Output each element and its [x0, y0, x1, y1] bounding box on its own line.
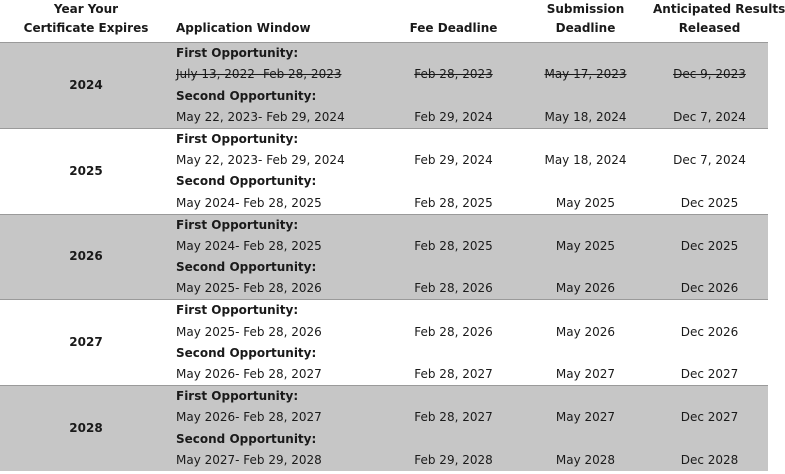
header-submission-deadline: Submission Deadline [546, 2, 625, 35]
fee-deadline: Feb 29, 2028 [387, 450, 520, 471]
fee-deadline: Feb 29, 2024 [387, 107, 520, 129]
submission-deadline: May 18, 2024 [520, 107, 651, 129]
application-window: May 2025- Feb 28, 2026 [176, 324, 322, 339]
fee-deadline: Feb 29, 2024 [414, 152, 493, 167]
header-application-window: Application Window [176, 21, 311, 35]
application-window: May 2025- Feb 28, 2026 [172, 278, 387, 300]
year-cell-2024: 2024 [0, 43, 172, 129]
results-released: Dec 2025 [680, 195, 739, 210]
second-opportunity-label: Second Opportunity: [172, 85, 387, 106]
first-opportunity-label: First Opportunity: [172, 43, 387, 65]
second-opportunity-label: Second Opportunity: [176, 174, 317, 189]
results-released: Dec 2026 [680, 324, 739, 339]
application-window: May 2027- Feb 29, 2028 [172, 450, 387, 471]
submission-deadline: May 17, 2023 [520, 64, 651, 85]
header-year: Year Your Certificate Expires [23, 2, 149, 35]
results-released: Dec 9, 2023 [651, 64, 768, 85]
submission-deadline: May 2025 [520, 236, 651, 257]
first-opportunity-label: First Opportunity: [172, 300, 387, 322]
results-released: Dec 2027 [651, 407, 768, 428]
application-window: July 13, 2022- Feb 28, 2023 [172, 64, 387, 85]
submission-deadline: May 2026 [555, 324, 616, 339]
application-window: May 2026- Feb 28, 2027 [172, 407, 387, 428]
table-row [0, 128, 768, 150]
fee-deadline: Feb 28, 2026 [387, 278, 520, 300]
table-row [0, 386, 768, 408]
fee-deadline: Feb 28, 2027 [387, 407, 520, 428]
submission-deadline: May 2027 [520, 407, 651, 428]
results-released: Dec 2027 [680, 367, 739, 382]
fee-deadline: Feb 28, 2023 [387, 64, 520, 85]
second-opportunity-label: Second Opportunity: [172, 257, 387, 278]
results-released: Dec 2026 [651, 278, 768, 300]
results-released: Dec 7, 2024 [651, 107, 768, 129]
fee-deadline: Feb 28, 2027 [414, 367, 493, 382]
submission-deadline: May 2025 [555, 195, 616, 210]
fee-deadline: Feb 28, 2025 [414, 195, 493, 210]
header-results-released: Anticipated Results Released [653, 2, 785, 35]
header-row [0, 0, 768, 43]
table-row [0, 300, 768, 322]
results-released: Dec 2025 [651, 236, 768, 257]
table-row [0, 43, 768, 65]
header-fee-deadline: Fee Deadline [409, 21, 498, 35]
results-released: Dec 2028 [651, 450, 768, 471]
submission-deadline: May 2026 [520, 278, 651, 300]
application-window: May 22, 2023- Feb 29, 2024 [176, 152, 345, 167]
year-cell-2026: 2026 [0, 214, 172, 300]
results-released: Dec 7, 2024 [673, 152, 746, 167]
application-window: May 2024- Feb 28, 2025 [176, 195, 322, 210]
first-opportunity-label: First Opportunity: [172, 386, 387, 408]
table-row [0, 214, 768, 236]
year-cell-2027: 2027 [0, 300, 172, 386]
submission-deadline: May 2027 [555, 367, 616, 382]
application-window: May 2026- Feb 28, 2027 [176, 367, 322, 382]
second-opportunity-label: Second Opportunity: [172, 429, 387, 450]
second-opportunity-label: Second Opportunity: [176, 345, 317, 360]
first-opportunity-label: First Opportunity: [172, 128, 387, 150]
submission-deadline: May 18, 2024 [544, 152, 627, 167]
fee-deadline: Feb 28, 2025 [387, 236, 520, 257]
application-window: May 22, 2023- Feb 29, 2024 [172, 107, 387, 129]
submission-deadline: May 2028 [520, 450, 651, 471]
fee-deadline: Feb 28, 2026 [414, 324, 493, 339]
year-cell-2028: 2028 [0, 386, 172, 472]
application-window: May 2024- Feb 28, 2025 [172, 236, 387, 257]
first-opportunity-label: First Opportunity: [172, 214, 387, 236]
year-cell-2025: 2025 [0, 128, 172, 214]
